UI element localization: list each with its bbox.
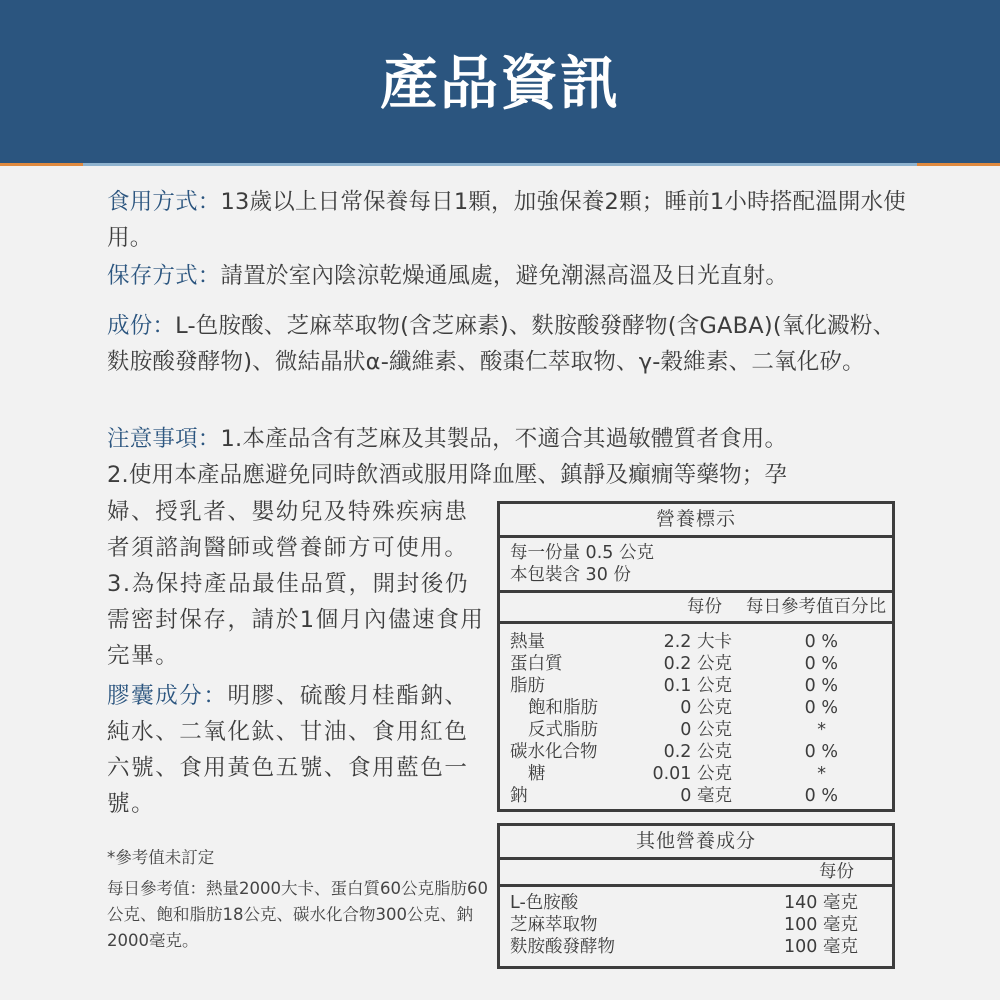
nutrition-row: 糖 0.01 公克 * — [528, 764, 826, 784]
nutrition-row: 脂肪 0.1 公克 0 % — [510, 676, 838, 696]
notes-line1: 1.本產品含有芝麻及其製品，不適合其過敏體質者食用。 — [220, 426, 788, 452]
nutrition-column-headers — [500, 593, 892, 624]
serving-info — [500, 538, 892, 593]
usage-label: 食用方式： — [107, 189, 221, 215]
capsule-label: 膠囊成分： — [107, 683, 228, 709]
notes-continued: 婦、授乳者、嬰幼兒及特殊疾病患者須諮詢醫師或營養師方可使用。3.為保持產品最佳品質，開封後仍需密封保存，請於1個月內儘速食用完畢。 — [107, 499, 485, 669]
nutrition-table — [497, 501, 895, 812]
nutrition-row: 飽和脂肪 0 公克 0 % — [528, 698, 838, 718]
other-column-headers — [500, 860, 892, 887]
ingredients-label: 成份： — [107, 313, 176, 339]
other-row: L-色胺酸 140 毫克 — [510, 893, 858, 913]
other-row: 麩胺酸發酵物 100 毫克 — [510, 937, 858, 957]
nutrition-row: 碳水化合物 0.2 公克 0 % — [510, 742, 838, 762]
page-title: 產品資訊 — [379, 49, 620, 117]
storage-section — [107, 258, 907, 294]
other-rows — [500, 887, 892, 958]
ingredients-section — [107, 308, 907, 380]
other-nutrients-title: 其他營養成分 — [500, 826, 892, 860]
accent-line-left — [0, 163, 83, 166]
serving-size: 每一份量 0.5 公克 — [510, 543, 654, 563]
col-per-serving: 每份 — [819, 862, 854, 882]
accent-line-right — [917, 163, 1000, 166]
usage-section — [107, 184, 907, 256]
ingredients-text: L-色胺酸、芝麻萃取物(含芝麻素)、麩胺酸發酵物(含GABA)(氧化澱粉、麩胺酸發酵物)、微結晶狀α-纖維素、酸棗仁萃取物、γ-穀維素、二氧化矽。 — [107, 313, 896, 375]
nutrition-row: 鈉 0 毫克 0 % — [510, 786, 838, 806]
page-header — [0, 0, 1000, 164]
servings-per-pack: 本包裝含 30 份 — [510, 565, 631, 585]
nutrition-row: 反式脂肪 0 公克 * — [528, 720, 826, 740]
nutrition-table-title: 營養標示 — [500, 504, 892, 538]
nutrition-row: 蛋白質 0.2 公克 0 % — [510, 654, 838, 674]
notes-label: 注意事項： — [107, 426, 221, 452]
other-row: 芝麻萃取物 100 毫克 — [510, 915, 858, 935]
notes-line2: 2.使用本產品應避免同時飲酒或服用降血壓、鎮靜及癲癇等藥物；孕 — [107, 462, 788, 488]
capsule-text: 明膠、硫酸月桂酯鈉、純水、二氧化鈦、甘油、食用紅色六號、食用黃色五號、食用藍色一號。 — [107, 683, 469, 817]
col-per-serving: 每份 — [687, 597, 722, 617]
usage-text: 13歲以上日常保養每日1顆，加強保養2顆；睡前1小時搭配溫開水使用。 — [107, 189, 906, 251]
col-daily-pct: 每日參考值百分比 — [746, 597, 886, 617]
nutrition-row: 熱量 2.2 大卡 0 % — [510, 632, 838, 652]
asterisk-note: *參考值未訂定 — [107, 848, 215, 867]
storage-text: 請置於室內陰涼乾燥通風處，避免潮濕高溫及日光直射。 — [220, 263, 789, 289]
other-nutrients-table — [497, 823, 895, 969]
daily-reference-note: 每日參考值：熱量2000大卡、蛋白質60公克脂肪60公克、飽和脂肪18公克、碳水化合物300公克、鈉2000毫克。 — [107, 879, 488, 950]
notes-section — [107, 421, 907, 493]
capsule-section — [107, 678, 485, 822]
storage-label: 保存方式： — [107, 263, 221, 289]
nutrition-rows — [500, 624, 892, 807]
header-divider — [0, 163, 1000, 166]
